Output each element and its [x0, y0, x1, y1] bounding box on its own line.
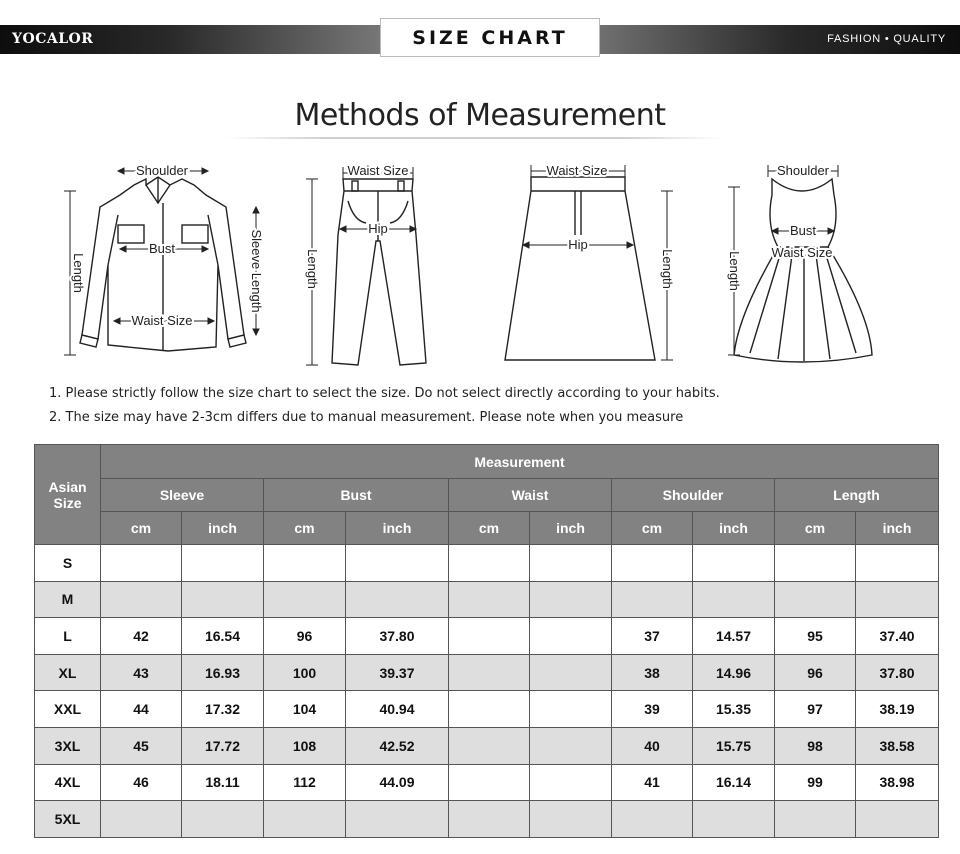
measurement-cell: 38.19	[856, 691, 939, 728]
dress-bust-label: Bust	[789, 223, 817, 238]
shirt-waist-label: Waist Size	[131, 313, 193, 328]
unit-header: inch	[182, 512, 264, 545]
measurement-group-header: Shoulder	[612, 479, 775, 512]
skirt-hip-label: Hip	[568, 237, 588, 252]
shirt-length-label: Length	[71, 253, 86, 293]
table-row	[35, 581, 939, 618]
measurement-cell	[449, 691, 530, 728]
measurement-cell: 17.72	[182, 727, 264, 764]
measurement-cell	[856, 581, 939, 618]
measurement-cell: 96	[775, 654, 856, 691]
measurement-cell: 17.32	[182, 691, 264, 728]
table-row	[35, 618, 939, 655]
measurement-cell	[182, 545, 264, 582]
measurement-cell	[346, 801, 449, 838]
size-label-cell: 3XL	[35, 727, 101, 764]
measurement-cell	[530, 654, 612, 691]
table-row	[35, 727, 939, 764]
measurement-header: Measurement	[101, 445, 939, 479]
unit-header: inch	[346, 512, 449, 545]
table-row	[35, 545, 939, 582]
skirt-illustration	[495, 155, 685, 365]
heading-divider	[225, 137, 722, 139]
measurement-cell: 39	[612, 691, 693, 728]
shirt-illustration	[58, 155, 268, 365]
dress-waist-label: Waist Size	[771, 245, 833, 260]
dress-shoulder-label: Shoulder	[776, 163, 830, 178]
measurement-cell: 98	[775, 727, 856, 764]
measurement-cell	[449, 801, 530, 838]
size-table	[34, 444, 939, 838]
measurement-cell	[182, 801, 264, 838]
size-label-cell: L	[35, 618, 101, 655]
unit-header: cm	[775, 512, 856, 545]
measurement-cell: 100	[264, 654, 346, 691]
measurement-cell	[182, 581, 264, 618]
size-notes	[49, 385, 720, 433]
table-row	[35, 654, 939, 691]
measurement-cell: 14.57	[693, 618, 775, 655]
measurement-cell	[775, 581, 856, 618]
size-label-cell: XL	[35, 654, 101, 691]
measurement-cell	[530, 618, 612, 655]
measurement-cell: 38.98	[856, 764, 939, 801]
size-label-cell: M	[35, 581, 101, 618]
measurement-cell: 38	[612, 654, 693, 691]
measurement-cell: 38.58	[856, 727, 939, 764]
measurement-cell	[856, 801, 939, 838]
measurement-cell	[101, 801, 182, 838]
measurement-cell	[449, 727, 530, 764]
unit-header: cm	[449, 512, 530, 545]
pants-waist-label: Waist Size	[347, 163, 409, 178]
pants-illustration	[298, 155, 438, 370]
measurement-cell	[101, 545, 182, 582]
measurement-cell: 43	[101, 654, 182, 691]
measurement-cell	[856, 545, 939, 582]
measurement-cell: 39.37	[346, 654, 449, 691]
measurement-cell	[530, 581, 612, 618]
measurement-cell: 42	[101, 618, 182, 655]
measurement-cell: 16.14	[693, 764, 775, 801]
measurement-cell	[264, 545, 346, 582]
measurement-cell	[530, 691, 612, 728]
unit-header: cm	[101, 512, 182, 545]
measurement-cell	[530, 727, 612, 764]
measurement-cell: 104	[264, 691, 346, 728]
methods-heading: Methods of Measurement	[294, 98, 666, 133]
table-row	[35, 691, 939, 728]
dress-measurement-figure	[720, 155, 880, 370]
dress-length-label: Length	[727, 251, 742, 291]
table-row	[35, 764, 939, 801]
measurement-cell	[530, 764, 612, 801]
measurement-cell: 44.09	[346, 764, 449, 801]
measurement-cell	[612, 801, 693, 838]
pants-measurement-figure	[298, 155, 438, 370]
measurement-cell	[264, 801, 346, 838]
size-chart-title-box	[380, 18, 600, 57]
measurement-cell	[346, 581, 449, 618]
measurement-cell	[693, 581, 775, 618]
measurement-cell: 40	[612, 727, 693, 764]
asian-size-header: Asian Size	[35, 445, 101, 545]
measurement-cell	[530, 545, 612, 582]
shirt-measurement-figure	[58, 155, 268, 365]
measurement-group-header: Length	[775, 479, 939, 512]
measurement-cell: 108	[264, 727, 346, 764]
measurement-group-header: Waist	[449, 479, 612, 512]
measurement-cell	[449, 581, 530, 618]
measurement-cell: 18.11	[182, 764, 264, 801]
measurement-cell	[449, 654, 530, 691]
measurement-cell	[530, 801, 612, 838]
measurement-cell: 37.80	[856, 654, 939, 691]
measurement-cell	[775, 545, 856, 582]
measurement-cell: 99	[775, 764, 856, 801]
size-label-cell: S	[35, 545, 101, 582]
skirt-waist-label: Waist Size	[546, 163, 608, 178]
measurement-group-header: Sleeve	[101, 479, 264, 512]
unit-header: inch	[530, 512, 612, 545]
skirt-measurement-figure	[495, 155, 685, 365]
measurement-cell	[612, 581, 693, 618]
unit-header: cm	[264, 512, 346, 545]
pants-hip-label: Hip	[368, 221, 388, 236]
measurement-cell	[449, 618, 530, 655]
skirt-length-label: Length	[660, 249, 675, 289]
shirt-sleeve-length-label: Sleeve Length	[249, 229, 264, 313]
pants-length-label: Length	[305, 249, 320, 289]
unit-header: cm	[612, 512, 693, 545]
measurement-cell: 37.40	[856, 618, 939, 655]
measurement-cell: 96	[264, 618, 346, 655]
measurement-cell: 14.96	[693, 654, 775, 691]
shirt-bust-label: Bust	[148, 241, 176, 256]
measurement-cell: 15.75	[693, 727, 775, 764]
measurement-cell	[693, 801, 775, 838]
measurement-cell: 46	[101, 764, 182, 801]
measurement-cell	[693, 545, 775, 582]
measurement-cell	[264, 581, 346, 618]
unit-header: inch	[693, 512, 775, 545]
measurement-cell: 16.54	[182, 618, 264, 655]
size-label-cell: 4XL	[35, 764, 101, 801]
measurement-cell	[612, 545, 693, 582]
measurement-cell	[346, 545, 449, 582]
note-item: 2. The size may have 2-3cm differs due to manual measurement. Please note when you measure	[49, 410, 684, 425]
measurement-cell	[449, 545, 530, 582]
measurement-cell	[449, 764, 530, 801]
measurement-cell: 37.80	[346, 618, 449, 655]
size-label-cell: 5XL	[35, 801, 101, 838]
brand-name: YOCALOR	[12, 31, 94, 47]
note-item: 1. Please strictly follow the size chart to select the size. Do not select directly according to your habits.	[49, 386, 720, 401]
measurement-cell	[775, 801, 856, 838]
measurement-cell: 41	[612, 764, 693, 801]
measurement-cell: 95	[775, 618, 856, 655]
measurement-cell: 112	[264, 764, 346, 801]
measurement-cell: 37	[612, 618, 693, 655]
measurement-cell: 42.52	[346, 727, 449, 764]
dress-illustration	[720, 155, 880, 370]
size-chart-title: SIZE CHART	[412, 26, 568, 49]
measurement-cell	[101, 581, 182, 618]
shirt-shoulder-label: Shoulder	[135, 163, 189, 178]
measurement-cell: 15.35	[693, 691, 775, 728]
measurement-cell: 97	[775, 691, 856, 728]
measurement-cell: 45	[101, 727, 182, 764]
unit-header: inch	[856, 512, 939, 545]
measurement-group-header: Bust	[264, 479, 449, 512]
table-row	[35, 801, 939, 838]
measurement-cell: 16.93	[182, 654, 264, 691]
measurement-cell: 44	[101, 691, 182, 728]
brand-tagline: FASHION • QUALITY	[827, 33, 946, 45]
measurement-cell: 40.94	[346, 691, 449, 728]
size-label-cell: XXL	[35, 691, 101, 728]
